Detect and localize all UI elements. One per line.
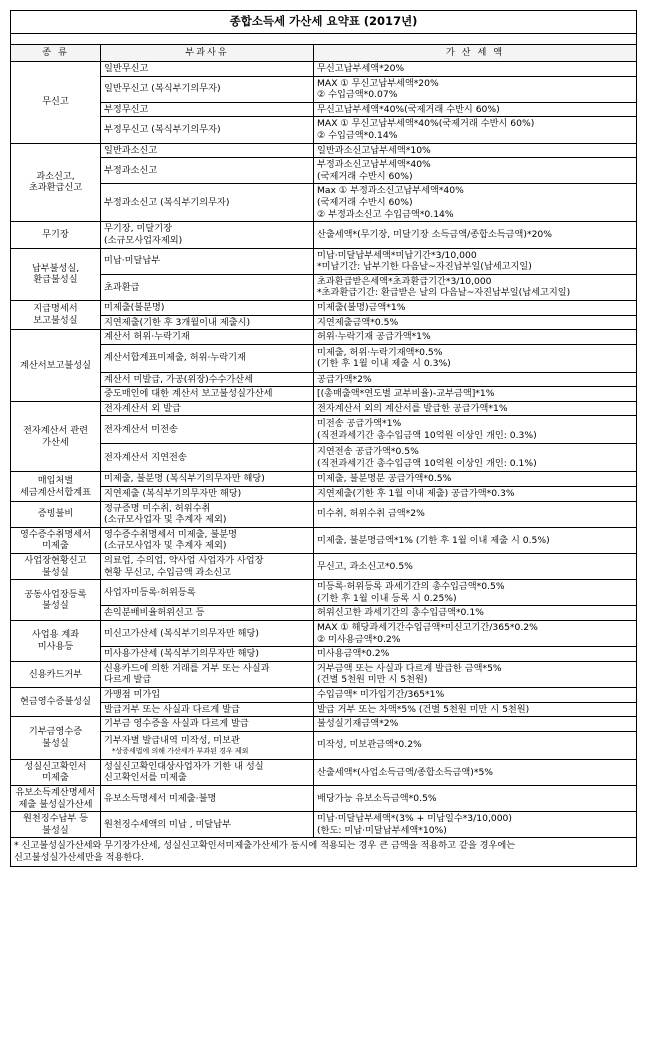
category-cell (11, 501, 101, 527)
amount-text: (건별 5천원 미만 시 5천원) (317, 674, 428, 686)
reason-text: 계산서 미발급, 가공(위장)수수가산세 (104, 373, 254, 385)
reason-cell (101, 315, 314, 330)
category-label: 매입처별 (37, 474, 74, 486)
amount-text: (기한 후 1월 이내 등록 시 0.25%) (317, 592, 457, 604)
amount-cell (314, 387, 637, 402)
category-label: 불성실 (42, 566, 69, 578)
reason-cell (101, 501, 314, 527)
reason-text: 미신고가산세 (복식부기의무자만 해당) (104, 627, 260, 639)
reason-text: 일반과소신고 (104, 144, 158, 156)
reason-text: 다르게 발급 (104, 674, 152, 686)
amount-cell (314, 102, 637, 117)
amount-cell (314, 731, 637, 759)
reason-cell (101, 416, 314, 444)
reason-cell (101, 102, 314, 117)
reason-text: 전자계산서 외 발급 (104, 402, 181, 414)
category-label: 신용카드거부 (28, 668, 83, 680)
reason-text: 계산서 허위·누락기재 (104, 331, 190, 343)
amount-text: ② 부정과소신고 수입금액*0.14% (317, 208, 454, 220)
category-label: 공동사업장등록 (24, 588, 87, 600)
amount-cell (314, 143, 637, 158)
reason-text: 부정과소신고 (104, 164, 158, 176)
category-label: 무기장 (42, 229, 69, 241)
reason-cell (101, 62, 314, 77)
category-cell (11, 687, 101, 716)
reason-cell (101, 687, 314, 702)
amount-text: ② 수입금액*0.14% (317, 129, 398, 141)
reason-text: 영수증수취명세서 미제출, 불분명 (104, 528, 238, 540)
table-row (11, 62, 637, 77)
amount-text: 지연전송 공급가액*0.5% (317, 446, 419, 458)
table-row (11, 387, 637, 402)
reason-text: (소규모사업자제외) (104, 234, 183, 246)
reason-text: 사업자미등록·허위등록 (104, 587, 196, 599)
reason-cell (101, 717, 314, 732)
reason-text: 정규증명 미수취, 허위수취 (104, 502, 211, 514)
amount-cell (314, 184, 637, 222)
amount-cell (314, 248, 637, 274)
category-label: 미제출 (42, 540, 69, 552)
amount-text: 공급가액*2% (317, 373, 372, 385)
table-row (11, 401, 637, 416)
table-row (11, 661, 637, 687)
amount-cell (314, 812, 637, 838)
reason-cell (101, 184, 314, 222)
table-row (11, 580, 637, 606)
reason-text: 무기장, 미달기장 (104, 223, 172, 235)
category-label: 현금영수증불성실 (19, 696, 91, 708)
amount-text: (국제거래 수반시 60%) (317, 170, 413, 182)
reason-cell (101, 580, 314, 606)
amount-text: ② 수입금액*0.07% (317, 89, 398, 101)
reason-text: 미제출(불분명) (104, 301, 165, 313)
amount-text: (기한 후 1월 이내 제출 시 0.3%) (317, 358, 451, 370)
reason-cell (101, 661, 314, 687)
table-row (11, 731, 637, 759)
amount-text: (한도: 미납·미달납부세액*10%) (317, 824, 447, 836)
category-label: 유보소득계산명세서 (15, 786, 96, 798)
category-label: 성실신고확인서 (24, 760, 87, 772)
category-label: 환급불성실 (33, 274, 78, 286)
table-row (11, 330, 637, 345)
amount-text: 미납·미달납부세액*(3% + 미납일수*3/10,000) (317, 813, 512, 825)
amount-cell (314, 274, 637, 300)
category-label: 기부금영수증 (28, 726, 83, 738)
category-label: 과소신고, (36, 170, 75, 182)
reason-cell (101, 300, 314, 315)
category-cell (11, 661, 101, 687)
reason-cell (101, 554, 314, 580)
amount-text: Max ① 부정과소신고납부세액*40% (317, 185, 464, 197)
table-row (11, 702, 637, 717)
table-row (11, 274, 637, 300)
category-label: 미제출 (42, 772, 69, 784)
amount-cell (314, 527, 637, 553)
category-cell (11, 527, 101, 553)
category-label: 사업용 계좌 (31, 629, 80, 641)
category-label: 증빙불비 (37, 508, 74, 520)
table-row (11, 785, 637, 811)
table-row (11, 759, 637, 785)
amount-text: 지연제출(기한 후 1월 이내 제출) 공급가액*0.3% (317, 488, 515, 500)
footnote-line: 신고불성실가산세만을 적용한다. (14, 852, 145, 864)
amount-cell (314, 717, 637, 732)
table-row (11, 102, 637, 117)
amount-text: 허위신고한 과세기간의 총수입금액*0.1% (317, 607, 484, 619)
amount-cell (314, 702, 637, 717)
table-row (11, 76, 637, 102)
table-row (11, 527, 637, 553)
amount-cell (314, 416, 637, 444)
amount-text: 무신고납부세액*20% (317, 63, 405, 74)
table-row (11, 416, 637, 444)
amount-cell (314, 222, 637, 248)
amount-text: *미납기간: 납부기한 다음날~자진납부일(납세고지일) (317, 261, 532, 273)
reason-text: 손익분배비율허위신고 등 (104, 607, 205, 619)
reason-text: 일반무신고 (104, 63, 149, 74)
table-row (11, 117, 637, 143)
reason-text: 미납·미달납부 (104, 255, 161, 267)
amount-text: (국제거래 수반시 60%) (317, 197, 413, 209)
amount-cell (314, 472, 637, 487)
reason-text: 성실신고확인대상사업자가 기한 내 성실 (104, 760, 264, 772)
reason-note: *상증세법에 의해 가산세가 부과된 경우 제외 (112, 746, 249, 755)
reason-text: 부정무신고 (복식부기의무자) (104, 124, 221, 136)
table-row (11, 184, 637, 222)
reason-cell (101, 76, 314, 102)
reason-cell (101, 527, 314, 553)
reason-text: 일반무신고 (복식부기의무자) (104, 83, 221, 95)
reason-text: 전자계산서 미전송 (104, 424, 178, 436)
reason-text: 부정과소신고 (복식부기의무자) (104, 197, 230, 209)
reason-cell (101, 248, 314, 274)
reason-text: 미제출, 불분명 (복식부기의무자만 해당) (104, 473, 265, 485)
amount-text: 미수취, 허위수취 금액*2% (317, 508, 425, 520)
amount-text: 전자계산서 외의 계산서를 발급한 공급가액*1% (317, 402, 508, 414)
reason-cell (101, 812, 314, 838)
category-cell (11, 248, 101, 300)
reason-text: 지연제출 (복식부기의무자만 해당) (104, 488, 242, 500)
amount-cell (314, 501, 637, 527)
table-row (11, 621, 637, 647)
amount-cell (314, 606, 637, 621)
category-label: 전자계산서 관련 (22, 425, 89, 437)
reason-cell (101, 222, 314, 248)
amount-text: 거부금액 또는 사실과 다르게 발급한 금액*5% (317, 662, 502, 674)
amount-text: 미전송 공급가액*1% (317, 418, 402, 430)
reason-cell (101, 759, 314, 785)
amount-text: 무신고납부세액*40%(국제거래 수반시 60%) (317, 103, 500, 115)
category-label: 초과환급신고 (28, 182, 83, 194)
reason-text: 계산서합계표미제출, 허위·누락기재 (104, 352, 246, 364)
amount-text: 미제출(불명)금액*1% (317, 301, 406, 313)
category-cell (11, 300, 101, 329)
amount-cell (314, 344, 637, 372)
table-row (11, 717, 637, 732)
amount-text: 미제출, 허위·누락기재액*0.5% (317, 346, 443, 358)
amount-cell (314, 315, 637, 330)
amount-text: 미제출, 불분명금액*1% (기한 후 1월 이내 제출 시 0.5%) (317, 534, 550, 546)
reason-text: 현황 무신고, 수입금액 과소신고 (104, 566, 232, 578)
table-row (11, 554, 637, 580)
table-row (11, 300, 637, 315)
amount-text: 발급 거부 또는 차액*5% (건별 5천원 미만 시 5천원) (317, 703, 530, 715)
reason-cell (101, 785, 314, 811)
amount-cell (314, 580, 637, 606)
category-cell (11, 401, 101, 472)
amount-text: 불성실기재금액*2% (317, 718, 399, 730)
amount-text: MAX ① 해당과세기간수입금액*미신고기간/365*0.2% (317, 622, 538, 633)
reason-cell (101, 472, 314, 487)
reason-cell (101, 621, 314, 647)
amount-text: MAX ① 무신고납부세액*40%(국제거래 수반시 60%) (317, 118, 535, 130)
amount-cell (314, 621, 637, 647)
amount-cell (314, 487, 637, 502)
category-cell (11, 759, 101, 785)
reason-cell (101, 401, 314, 416)
reason-cell (101, 143, 314, 158)
tax-summary-document (10, 10, 636, 867)
category-cell (11, 330, 101, 402)
category-label: 계산서보고불성실 (19, 359, 91, 371)
table-row (11, 158, 637, 184)
category-label: 불성실 (42, 737, 69, 749)
category-label: 지급명세서 (33, 303, 78, 315)
category-cell (11, 580, 101, 621)
table-row (11, 487, 637, 502)
amount-text: [(총매출액*연도별 교부비율)-교부금액]*1% (317, 388, 495, 400)
table-row (11, 444, 637, 472)
amount-text: MAX ① 무신고납부세액*20% (317, 77, 439, 89)
amount-text: 미작성, 미보관금액*0.2% (317, 739, 422, 751)
reason-cell (101, 117, 314, 143)
amount-cell (314, 647, 637, 662)
category-cell (11, 717, 101, 760)
spacer-row (11, 34, 637, 45)
amount-text: ② 미사용금액*0.2% (317, 633, 401, 645)
reason-text: 신고확인서를 미제출 (104, 772, 187, 784)
amount-text: 미사용금액*0.2% (317, 648, 390, 660)
category-label: 무신고 (42, 96, 69, 108)
category-label: 미사용등 (37, 640, 74, 652)
amount-text: 산출세액*(무기장, 미달기장 소득금액/종합소득금액)*20% (317, 229, 553, 241)
category-cell (11, 143, 101, 222)
amount-cell (314, 554, 637, 580)
reason-cell (101, 387, 314, 402)
footnote (11, 838, 637, 867)
reason-text: 부정무신고 (104, 103, 149, 115)
amount-cell (314, 76, 637, 102)
reason-text: 신용카드에 의한 거래를 거부 또는 사실과 (104, 662, 270, 674)
reason-cell (101, 487, 314, 502)
amount-text: 허위·누락기재 공급가액*1% (317, 331, 431, 343)
category-cell (11, 554, 101, 580)
reason-text: (소규모사업자 및 추계자 제외) (104, 540, 227, 552)
reason-cell (101, 702, 314, 717)
amount-text: 배당가능 유보소득금액*0.5% (317, 792, 437, 804)
header-reason: 부과사유 (101, 45, 314, 62)
reason-text: 원천징수세액의 미납 , 미달납부 (104, 818, 232, 830)
category-label: 사업장현황신고 (24, 555, 87, 567)
amount-text: 무신고, 과소신고*0.5% (317, 560, 413, 572)
amount-text: 초과환급받은세액*초과환급기간*3/10,000 (317, 275, 492, 287)
category-label: 원천징수납부 등 (22, 813, 89, 825)
reason-cell (101, 731, 314, 759)
category-cell (11, 222, 101, 248)
reason-text: 초과환급 (104, 281, 140, 293)
category-label: 불성실 (42, 600, 69, 612)
amount-cell (314, 158, 637, 184)
table-row (11, 315, 637, 330)
reason-text: 가맹점 미가입 (104, 688, 161, 700)
amount-text: 수입금액* 미가입기간/365*1% (317, 688, 445, 700)
category-label: 제출 불성실가산세 (18, 798, 93, 810)
reason-text: 중도매인에 대한 계산서 보고불성실가산세 (104, 388, 273, 400)
category-cell (11, 62, 101, 144)
amount-cell (314, 661, 637, 687)
table-body (11, 62, 637, 838)
amount-cell (314, 444, 637, 472)
reason-text: 발급거부 또는 사실과 다르게 발급 (104, 703, 240, 715)
amount-cell (314, 759, 637, 785)
category-label: 납부불성실, (31, 262, 80, 274)
amount-text: 미등록·허위등록 과세기간의 총수입금액*0.5% (317, 581, 505, 593)
table-row (11, 647, 637, 662)
reason-text: 유보소득명세서 미제출·불명 (104, 792, 217, 804)
table-row (11, 222, 637, 248)
reason-text: 기부자별 발급내역 미작성, 미보관 (104, 734, 240, 746)
footnote-line: * 신고불성실가산세와 무기장가산세, 성실신고확인서미제출가산세가 동시에 적용되는 경우 큰 금액을 적용하고 같을 경우에는 (14, 840, 516, 852)
amount-cell (314, 785, 637, 811)
table-row (11, 606, 637, 621)
category-label: 가산세 (42, 436, 69, 448)
document-title: 종합소득세 가산세 요약표 (2017년) (11, 11, 637, 34)
category-label: 불성실 (42, 824, 69, 836)
category-label: 세금계산서합계표 (19, 486, 91, 498)
penalty-tax-table (10, 10, 637, 867)
reason-text: (소규모사업자 및 추계자 제외) (104, 514, 227, 526)
header-amount: 가 산 세 액 (314, 45, 637, 62)
reason-cell (101, 158, 314, 184)
reason-text: 의료업, 수의업, 약사업 사업자가 사업장 (104, 555, 264, 567)
category-cell (11, 812, 101, 838)
amount-text: 산출세액*(사업소득금액/종합소득금액)*5% (317, 766, 494, 778)
header-category: 종 류 (11, 45, 101, 62)
reason-cell (101, 344, 314, 372)
amount-cell (314, 117, 637, 143)
amount-cell (314, 300, 637, 315)
reason-cell (101, 647, 314, 662)
amount-text: *초과환급기간: 환급받은 날의 다음날~자진납부일(납세고지일) (317, 287, 571, 299)
category-cell (11, 621, 101, 662)
table-row (11, 812, 637, 838)
amount-text: 일반과소신고납부세액*10% (317, 144, 431, 156)
amount-cell (314, 687, 637, 702)
category-label: 보고불성실 (33, 315, 78, 326)
table-row (11, 248, 637, 274)
reason-text: 미사용가산세 (복식부기의무자만 해당) (104, 648, 260, 660)
amount-text: (직전과세기간 총수입금액 10억원 이상인 개인: 0.1%) (317, 457, 537, 469)
table-row (11, 143, 637, 158)
amount-cell (314, 401, 637, 416)
reason-text: 전자계산서 지연전송 (104, 452, 187, 464)
table-row (11, 472, 637, 487)
amount-text: (직전과세기간 총수입금액 10억원 이상인 개인: 0.3%) (317, 429, 537, 441)
amount-cell (314, 330, 637, 345)
reason-cell (101, 606, 314, 621)
amount-cell (314, 62, 637, 77)
table-row (11, 372, 637, 387)
category-label: 영수증수취명세서 (19, 528, 91, 540)
reason-text: 기부금 영수증을 사실과 다르게 발급 (104, 718, 249, 730)
amount-text: 미제출, 불분명분 공급가액*0.5% (317, 473, 452, 485)
amount-text: 미납·미달납부세액*미납기간*3/10,000 (317, 249, 477, 261)
table-row (11, 501, 637, 527)
amount-cell (314, 372, 637, 387)
reason-cell (101, 372, 314, 387)
reason-text: 지연제출(기한 후 3개월이내 제출시) (104, 316, 251, 328)
table-row (11, 344, 637, 372)
reason-cell (101, 444, 314, 472)
reason-cell (101, 274, 314, 300)
reason-cell (101, 330, 314, 345)
table-row (11, 687, 637, 702)
category-cell (11, 785, 101, 811)
category-cell (11, 472, 101, 501)
amount-text: 부정과소신고납부세액*40% (317, 159, 431, 171)
amount-text: 지연제출금액*0.5% (317, 316, 399, 328)
